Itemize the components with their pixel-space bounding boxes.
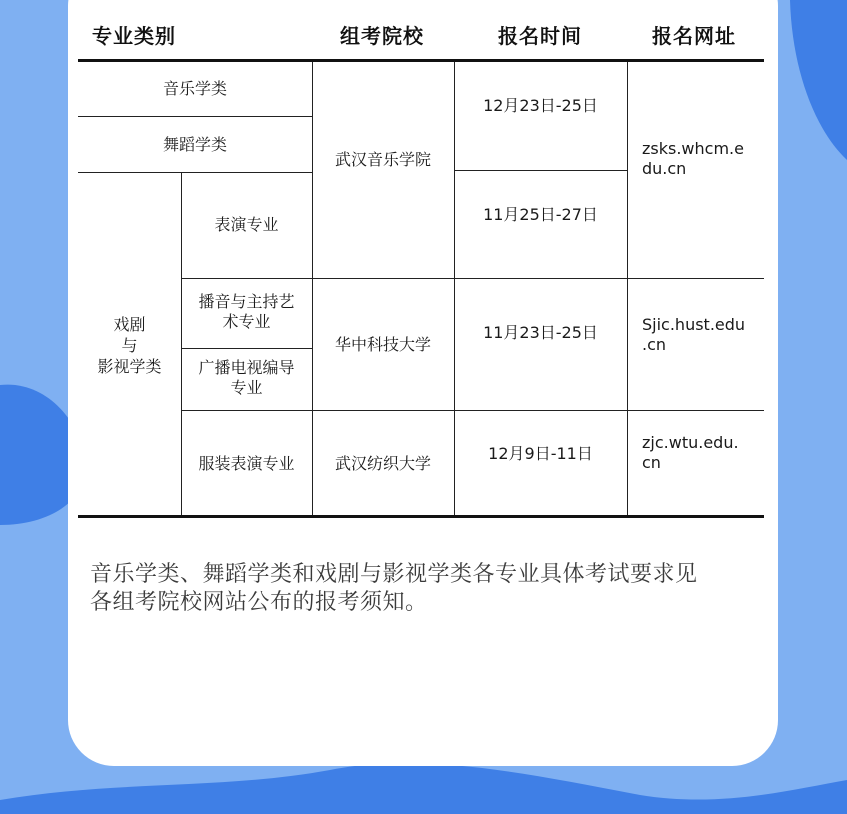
cell-website-whcm[interactable]: [642, 139, 762, 179]
website-whcm-line-1: zsks.whcm.e: [642, 139, 744, 158]
content-card: [68, 0, 778, 766]
website-whcm-line-2: du.cn: [642, 159, 687, 178]
tv-line-2: 专业: [230, 378, 263, 397]
tv-line-1: 广播电视编导: [198, 358, 295, 377]
note-line-1: 音乐学类、舞蹈学类和戏剧与影视学类各专业具体考试要求见: [90, 562, 698, 587]
cell-broadcast: [181, 292, 312, 332]
grid-hline-dance: [78, 172, 312, 173]
cell-music: 音乐学类: [162, 79, 227, 98]
cell-fashion: 服装表演专业: [198, 454, 295, 473]
grid-hline-performance: [181, 278, 764, 279]
grid-hline-tv: [181, 410, 764, 411]
cell-time-1: 12月23日-25日: [483, 96, 598, 115]
broadcast-line-1: 播音与主持艺: [198, 292, 295, 311]
cell-performance: 表演专业: [214, 215, 279, 234]
cell-drama-group: [78, 314, 181, 377]
cell-time-3: 11月23日-25日: [483, 323, 598, 342]
cell-time-4: 12月9日-11日: [488, 444, 593, 463]
website-hust-line-2: .cn: [642, 335, 667, 354]
header-website: 报名网址: [652, 24, 736, 48]
cell-tv: [181, 358, 312, 398]
table-header: [78, 0, 764, 62]
table-top-rule: [78, 59, 764, 62]
drama-line-2: 与: [121, 336, 138, 355]
drama-line-3: 影视学类: [97, 357, 162, 376]
broadcast-line-2: 术专业: [222, 312, 271, 331]
cell-website-wtu[interactable]: [642, 433, 762, 473]
grid-vline-website: [627, 62, 628, 515]
cell-school-hust: 华中科技大学: [334, 335, 431, 354]
website-wtu-line-2: cn: [642, 453, 661, 472]
cell-time-2: 11月25日-27日: [483, 205, 598, 224]
grid-hline-broadcast: [181, 348, 312, 349]
drama-line-1: 戏剧: [113, 315, 146, 334]
header-time: 报名时间: [498, 24, 582, 48]
grid-hline-time1: [454, 170, 627, 171]
grid-hline-music: [78, 116, 312, 117]
note-line-2: 各组考院校网站公布的报考须知。: [90, 590, 428, 615]
cell-school-whcm: 武汉音乐学院: [334, 150, 431, 169]
website-wtu-line-1: zjc.wtu.edu.: [642, 433, 739, 452]
cell-school-wtu: 武汉纺织大学: [334, 454, 431, 473]
exam-note: [90, 561, 770, 617]
cell-dance: 舞蹈学类: [162, 135, 227, 154]
header-school: 组考院校: [340, 24, 424, 48]
header-category: 专业类别: [92, 24, 176, 48]
cell-website-hust[interactable]: [642, 315, 762, 355]
website-hust-line-1: Sjic.hust.edu: [642, 315, 746, 334]
grid-vline-school: [312, 62, 313, 515]
table-bottom-rule: [78, 515, 764, 518]
